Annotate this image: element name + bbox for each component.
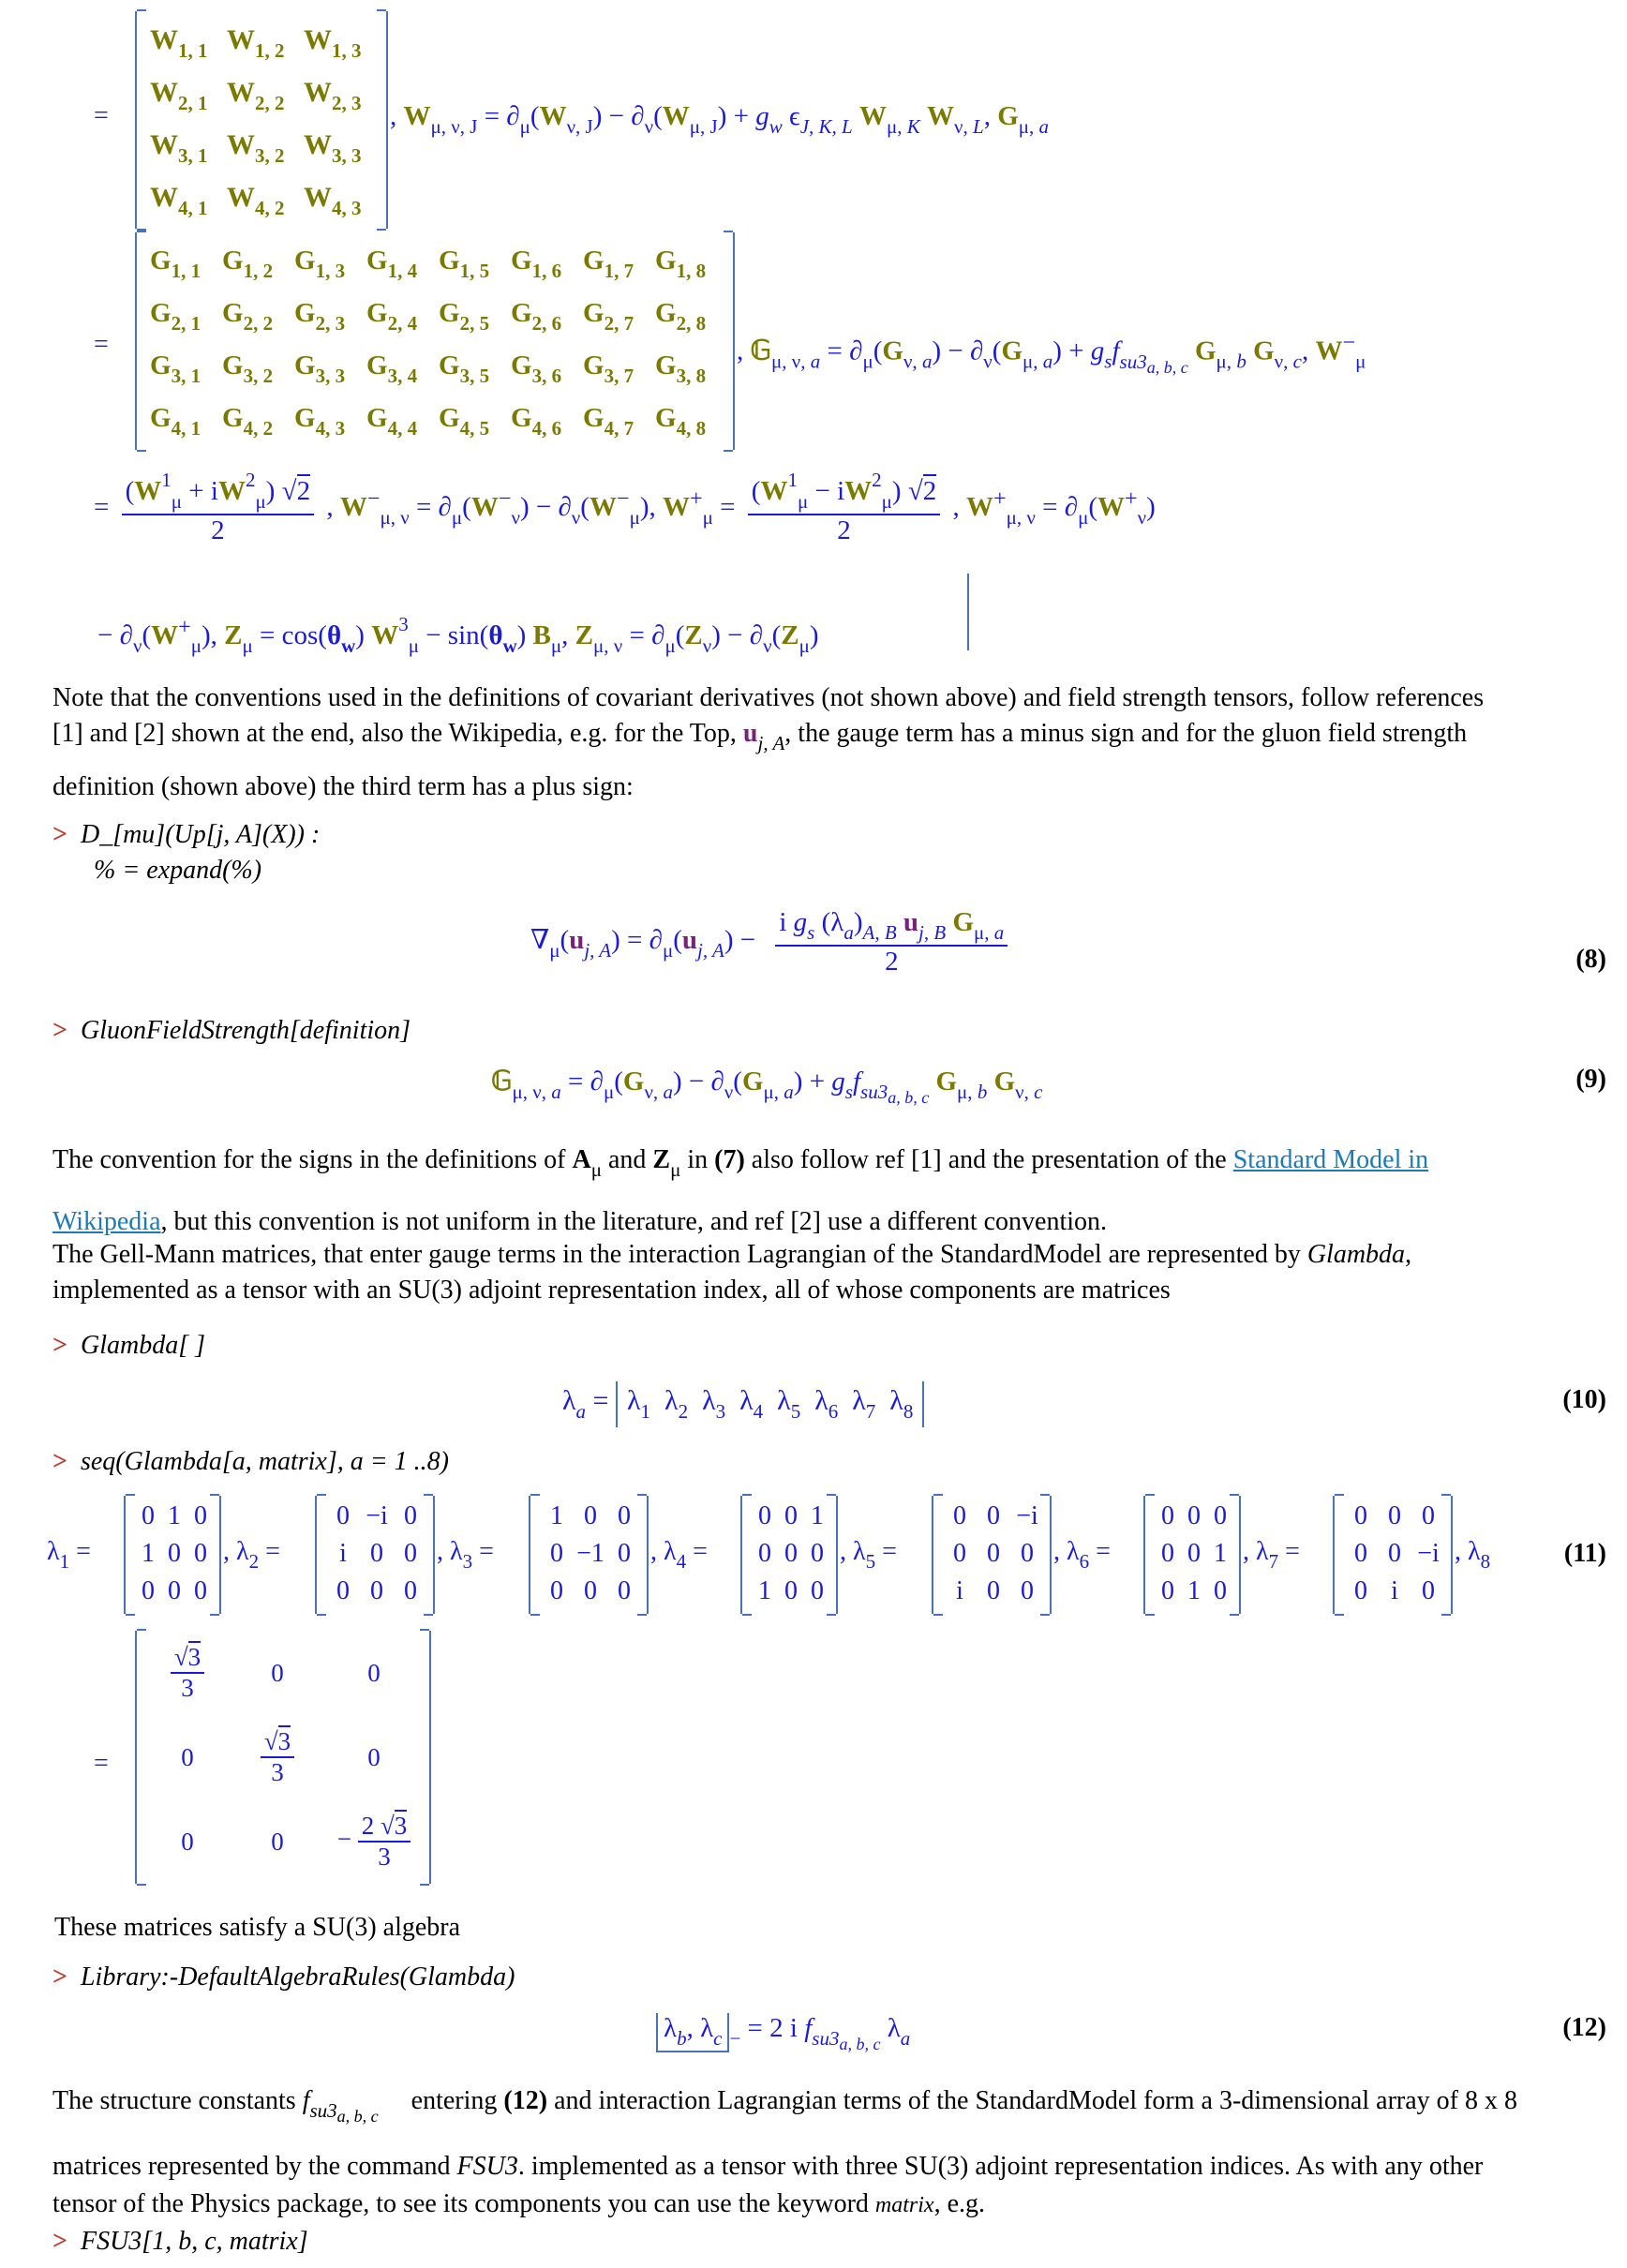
w-plus-minus-eq: = $\frac{(W^1_\mu + iW^2_\mu) √2}{2}$ , $W^-_{\mu, \nu} = \partial_\mu(W^-_\nu) - \partial_\nu(W^-_\mu)$, $W^+_\mu$ = $\frac{(W^1_\mu - iW^2_\mu) √2}{2}$ , $W^+_{\mu, \nu} = \partial_\mu(W^+_\nu)$ — [94, 469, 1156, 545]
equation-number-11: (11) — [1563, 1539, 1606, 1568]
lambda-8-matrix: $\frac{√3}{3}$ 0 0 0 $\frac{√3}{3}$ 0 0 0 − $\frac{2 √3}{3}$ — [135, 1631, 431, 1884]
su3-algebra-text: These matrices satisfy a SU(3) algebra — [54, 1913, 461, 1942]
maple-input-seq-glambda[interactable]: > seq(Glambda[a, matrix], a = 1 ..8) — [52, 1447, 449, 1476]
convention-paragraph: The convention for the signs in the definitions of $A_\mu$ and $Z_\mu$ in (7) also follow ref [1] and the presentation of the Standard Model in Wikipedia, but this convention is not uniform in the literature, and ref [2] use a different convention. — [52, 1145, 1429, 1236]
maple-input-covariant-derivative[interactable]: > D_[mu](Up[j, A](X)) : % = expand(%) — [52, 820, 321, 885]
lambda-2-matrix: 0 −i 0 i 0 0 0 0 0 — [315, 1496, 435, 1614]
equals-sign-lambda8: = — [94, 1749, 109, 1778]
g-matrix: $G_{1, 1}$ $G_{1, 2}$ $G_{1, 3}$ $G_{1, 4}$ $G_{1, 5}$ $G_{1, 6}$ $G_{1, 7}$ $G_{1, 8}$ $G_{2, 1}$ $G_{2, 2}$ $G_{2, 3}$ $G_{2, 4}$ $G_{2, 5}$ $G_{2, 6}$ $G_{2, 7}$ $G_{2, 8}$ $G_{3, 1}$ $G_{3, 2}$ $G_{3, 3}$ $G_{3, 4}$ $G_{3, 5}$ $G_{3, 6}$ $G_{3, 7}$ $G_{3, 8}$ $G_{4, 1}$ $G_{4, 2}$ $G_{4, 3}$ $G_{4, 4}$ $G_{4, 5}$ $G_{4, 6}$ $G_{4, 7}$ $G_{4, 8}$ — [135, 232, 735, 450]
gell-mann-matrices-row: $\lambda_1$ = 0 1 0 1 0 0 0 0 0 , $\lambda_2$ = 0 −i 0 i 0 0 0 0 0 , $\lambda_3$ = 1 0 0 0 −1 0 0 0 0 , $\lambda_4$ = 0 0 1 0 0 0 1 0 0 , $\lambda_5$ = 0 0 −i 0 0 0 i 0 0 , $\lambda_6$ = 0 0 0 0 0 1 0 1 0 , $\lambda_7$ = 0 0 0 0 0 −i 0 i 0 , $\lambda_8$ — [47, 1496, 1546, 1618]
lambda-6-matrix: 0 0 0 0 0 1 0 1 0 — [1143, 1496, 1241, 1614]
lambda-1-matrix: 0 1 0 1 0 0 0 0 0 — [124, 1496, 221, 1614]
su3-commutator-eq: $\lambda_b$, $\lambda_c$ $_-$ = 2 i $f_{su3_{a, b, c}}$ $\lambda_a$ — [656, 2013, 910, 2054]
maple-input-gluon-field-strength[interactable]: > GluonFieldStrength[definition] — [52, 1016, 411, 1045]
equation-number-8: (8) — [1575, 945, 1606, 974]
z-eq-right-bracket — [967, 574, 969, 650]
lambda-vector-eq: $\lambda_a = \lambda_1$ $\lambda_2$ $\lambda_3$ $\lambda_4$ $\lambda_5$ $\lambda_6$ $\lambda_7$ $\lambda_8$ — [562, 1381, 924, 1427]
maple-input-glambda[interactable]: > Glambda[ ] — [52, 1331, 205, 1360]
standard-model-link[interactable]: Standard Model in — [1232, 1145, 1429, 1174]
equation-number-10: (10) — [1562, 1385, 1606, 1414]
maple-input-default-algebra-rules[interactable]: > Library:-DefaultAlgebraRules(Glambda) — [52, 1962, 515, 1992]
note-paragraph: Note that the conventions used in the definitions of covariant derivatives (not shown above) and field strength tensors, follow references [1] and [2] shown at the end, also the Wikipedia, e.g. for the Top, $u_{j, A}$, the gauge term has a minus sign and for the gluon field strength definition (shown above) the third term has a plus sign: — [52, 683, 1485, 801]
equation-number-12: (12) — [1562, 2013, 1606, 2042]
gluon-field-strength-eq: 𝔾$_{\mu, \nu, a}$ = $\partial_\mu(G_{\nu, a}) - \partial_\nu(G_{\mu, a}) + g_sf_{su3_{a, b, c}}$ $G_{\mu, b}$ $G_{\nu, c}$ — [491, 1067, 1043, 1108]
w-field-strength-eq: , $W_{\mu, \nu, J} = \partial_\mu(W_{\nu, J}) - \partial_\nu(W_{\mu, J}) + g_w$ $\epsilon_{J, K, L}$ $W_{\mu, K}$ $W_{\nu, L}$, $G_{\mu, a}$ — [390, 101, 1050, 138]
maple-input-fsu3[interactable]: > FSU3[1, b, c, matrix] — [52, 2227, 308, 2256]
lambda-3-matrix: 1 0 0 0 −1 0 0 0 0 — [529, 1496, 649, 1614]
equals-sign-w: = — [94, 101, 109, 130]
equals-sign-g: = — [94, 330, 109, 359]
equation-number-9: (9) — [1575, 1065, 1606, 1094]
z-field-eq: − $\partial_\nu(W^+_\mu)$, $Z_\mu = \cos(\theta_w) W^3_\mu - \sin(\theta_w)$ $B_\mu$, $Z_{\mu, \nu} = \partial_\mu(Z_\nu) - \partial_\nu(Z_\mu)$ — [97, 613, 819, 657]
g-field-strength-eq: , 𝔾$_{\mu, \nu, a}$ = $\partial_\mu(G_{\nu, a}) - \partial_\nu(G_{\mu, a}) + g_sf_{su3_{a, b, c}}$ $G_{\mu, b}$ $G_{\nu, c}$, $W^-_\mu$ — [737, 330, 1366, 377]
wikipedia-link[interactable]: Wikipedia — [52, 1207, 161, 1236]
covariant-derivative-eq: $\nabla_\mu(u_{j, A}) = \partial_\mu(u_{j, A})$ − $\frac{i g_s (\lambda_a)_{A, B} u_{j, B} G_{\mu, a}}{2}$ — [530, 907, 1008, 977]
structure-constants-paragraph: The structure constants $f_{su3_{a, b, c}}$ entering (12) and interaction Lagrangian terms of the StandardModel form a 3-dimensional array of 8 x 8 matrices represented by the command FSU3. implemented as a tensor with three SU(3) adjoint representation indices. As with any other tensor of the Physics package, to see its components you can use the keyword matrix, e.g. — [52, 2086, 1517, 2219]
w-matrix: $W_{1, 1}$ $W_{1, 2}$ $W_{1, 3}$ $W_{2, 1}$ $W_{2, 2}$ $W_{2, 3}$ $W_{3, 1}$ $W_{3, 2}$ $W_{3, 3}$ $W_{4, 1}$ $W_{4, 2}$ $W_{4, 3}$ — [135, 11, 388, 229]
gell-mann-paragraph: The Gell-Mann matrices, that enter gauge terms in the interaction Lagrangian of the StandardModel are represented by Glambda, implemented as a tensor with an SU(3) adjoint representation index, all of whose components are matrices — [52, 1240, 1412, 1305]
lambda-7-matrix: 0 0 0 0 0 −i 0 i 0 — [1333, 1496, 1453, 1614]
lambda-4-matrix: 0 0 1 0 0 0 1 0 0 — [740, 1496, 838, 1614]
lambda-5-matrix: 0 0 −i 0 0 0 i 0 0 — [932, 1496, 1052, 1614]
